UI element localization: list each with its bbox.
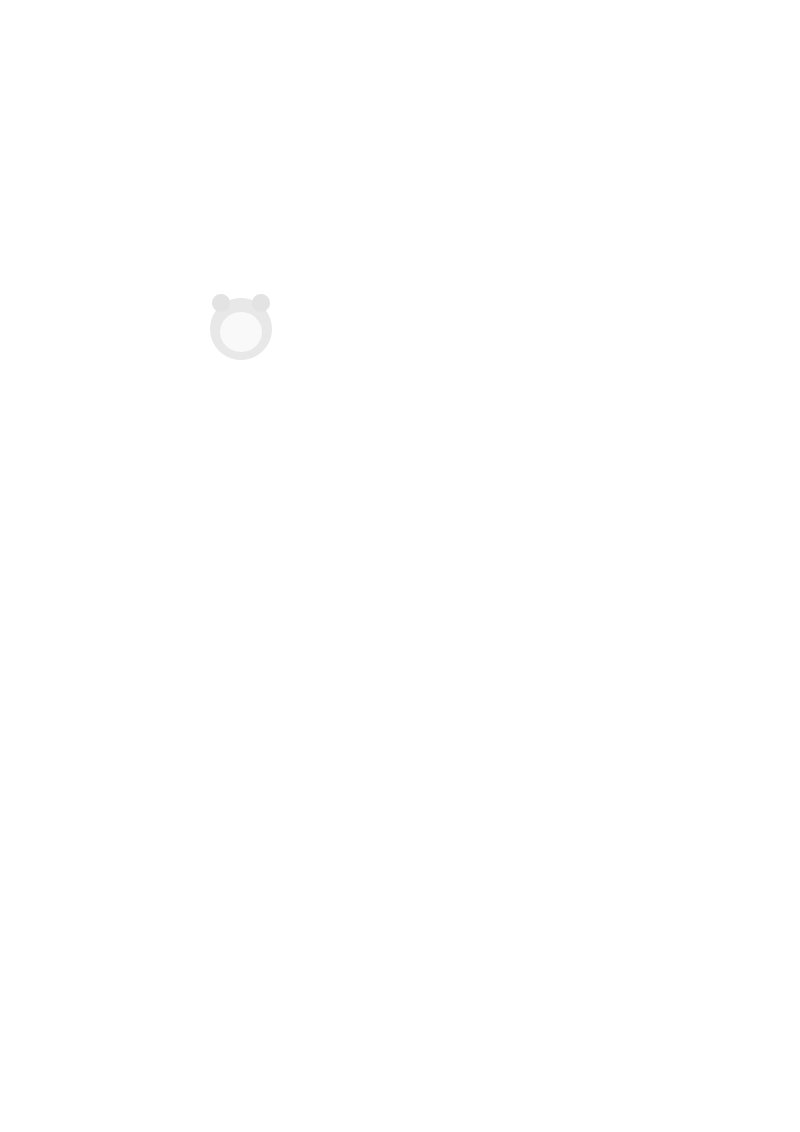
panda-logo-icon [210, 298, 272, 360]
watermark [210, 292, 470, 402]
